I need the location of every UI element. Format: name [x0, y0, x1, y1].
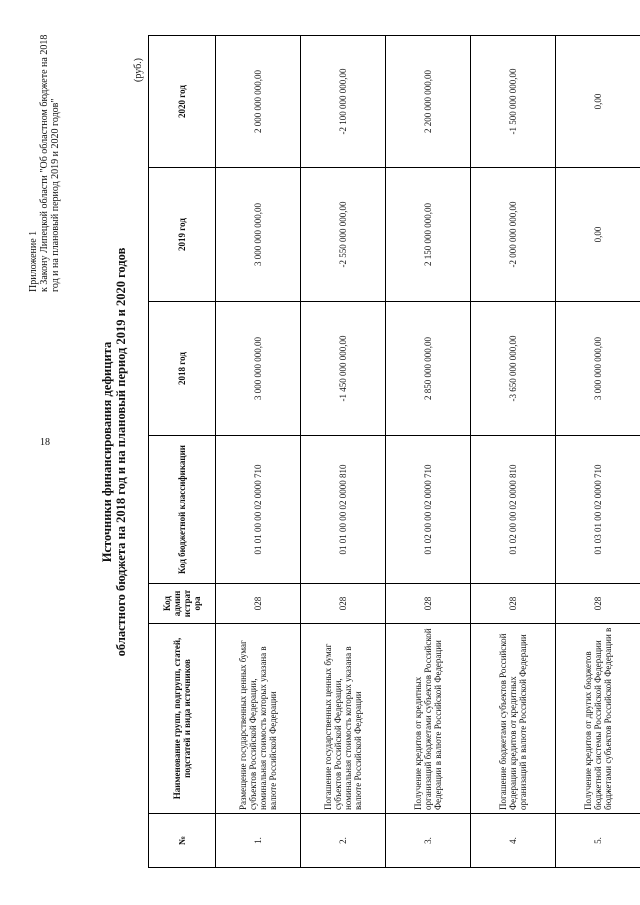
- row-admin-code: 028: [471, 584, 556, 624]
- row-budget-code: 01 01 00 00 02 0000 710: [216, 436, 301, 584]
- row-2018: 3 000 000 000,00: [216, 302, 301, 436]
- table-row: [471, 36, 556, 868]
- header-2020: 2020 год: [149, 36, 216, 168]
- row-admin-code: 028: [301, 584, 386, 624]
- row-2019: 2 150 000 000,00: [386, 168, 471, 302]
- row-2018: 2 850 000 000,00: [386, 302, 471, 436]
- deficit-sources-table: [148, 35, 640, 868]
- table-row: [301, 36, 386, 868]
- row-num: 2.: [301, 814, 386, 868]
- row-admin-code: 028: [556, 584, 640, 624]
- row-2020: -1 500 000 000,00: [471, 36, 556, 168]
- row-2018: 3 000 000 000,00: [556, 302, 640, 436]
- row-2018: -1 450 000 000,00: [301, 302, 386, 436]
- row-name: Погашение бюджетами субъектов Российской Федерации кредитов от кредитных организаций в валюте Российской Федерации: [471, 624, 556, 814]
- header-2019: 2019 год: [149, 168, 216, 302]
- row-budget-code: 01 01 00 00 02 0000 810: [301, 436, 386, 584]
- header-num: №: [149, 814, 216, 868]
- table-row: [216, 36, 301, 868]
- row-budget-code: 01 03 01 00 02 0000 710: [556, 436, 640, 584]
- row-2020: -2 100 000 000,00: [301, 36, 386, 168]
- row-2018: -3 650 000 000,00: [471, 302, 556, 436]
- document-title: [100, 22, 128, 882]
- title-line-1: Источники финансирования дефицита: [100, 341, 114, 563]
- appendix-note: [28, 30, 61, 292]
- row-2020: 2 200 000 000,00: [386, 36, 471, 168]
- row-name: Получение кредитов от других бюджетов бюджетной системы Российской Федерации бюджетами субъектов Российской Федерации в: [556, 624, 640, 814]
- row-name: Размещение государственных ценных бумаг субъектов Российской Федерации, номинальная стоимость которых указана в валюте Российской Федерации: [216, 624, 301, 814]
- row-budget-code: 01 02 00 00 02 0000 710: [386, 436, 471, 584]
- row-2019: -2 550 000 000,00: [301, 168, 386, 302]
- row-num: 4.: [471, 814, 556, 868]
- header-admin-code: Код админ истрат ора: [149, 584, 216, 624]
- rotated-page-content: [20, 22, 620, 882]
- row-num: 5.: [556, 814, 640, 868]
- appendix-line-1: Приложение 1: [28, 230, 39, 292]
- row-admin-code: 028: [386, 584, 471, 624]
- row-2019: -2 000 000 000,00: [471, 168, 556, 302]
- table-header-row: [149, 36, 216, 868]
- row-num: 1.: [216, 814, 301, 868]
- row-budget-code: 01 02 00 00 02 0000 810: [471, 436, 556, 584]
- row-name: Погашение государственных ценных бумаг субъектов Российской Федерации, номинальная стоимость которых указана в валюте Российской Федерации: [301, 624, 386, 814]
- page-number: 18: [40, 437, 50, 448]
- header-2018: 2018 год: [149, 302, 216, 436]
- row-2020: 0,00: [556, 36, 640, 168]
- row-num: 3.: [386, 814, 471, 868]
- header-name: Наименование групп, подгрупп, статей, подстатей и вида источников: [149, 624, 216, 814]
- header-budget-code: Код бюджетной классификации: [149, 436, 216, 584]
- row-2020: 2 000 000 000,00: [216, 36, 301, 168]
- table-row: [556, 36, 640, 868]
- currency-unit: (руб.): [133, 58, 144, 82]
- row-name: Получение кредитов от кредитных организаций бюджетами субъектов Российской Федерации в валюте Российской Федерации: [386, 624, 471, 814]
- row-admin-code: 028: [216, 584, 301, 624]
- title-line-2: областного бюджета на 2018 год и на плановый период 2019 и 2020 годов: [114, 247, 128, 657]
- table-row: [386, 36, 471, 868]
- row-2019: 0,00: [556, 168, 640, 302]
- appendix-line-2: к Закону Липецкой области "Об областном бюджете на 2018 год и на плановый период 2019 и 2020 годов": [39, 34, 61, 292]
- row-2019: 3 000 000 000,00: [216, 168, 301, 302]
